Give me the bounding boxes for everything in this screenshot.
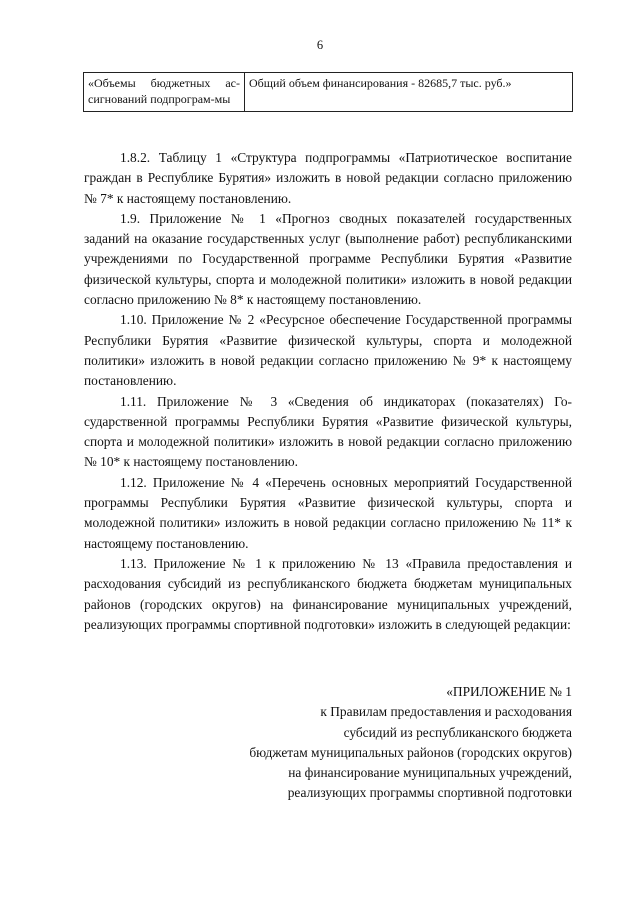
appendix-line: к Правилам предоставления и расходования bbox=[320, 704, 572, 720]
paragraph-1-12: 1.12. Приложение № 4 «Перечень основных мероприятий Государственной программы Республики Бурятия «Развитие физической культуры, спорта и молодежной политики» изложить в новой редакции согласно приложению № 11* к настоящему постановлению. bbox=[84, 474, 572, 551]
appendix-line: на финансирование муниципальных учреждений, bbox=[288, 765, 572, 781]
paragraph-1-9: 1.9. Приложение № 1 «Прогноз сводных показателей государственных заданий на оказание государственных услуг (выполнение работ) республиканскими учреждениями по Государственной программе Республики Бурятия «Развитие физической культуры, спорта и молодежной политики» изложить в новой редакции согласно приложению № 8* к настоящему постановлению. bbox=[84, 210, 572, 308]
table-row bbox=[84, 73, 573, 112]
table-value-cell: Общий объем финансирования - 82685,7 тыс. руб.» bbox=[245, 73, 573, 112]
appendix-line: «ПРИЛОЖЕНИЕ № 1 bbox=[446, 684, 572, 699]
table-label-cell: «Объемы бюджетных ас-сигнований подпрограм-мы bbox=[84, 73, 245, 112]
document-body bbox=[84, 148, 572, 635]
paragraph-1-11: 1.11. Приложение № 3 «Сведения об индикаторах (показателях) Государственной программы Республики Бурятия «Развитие физической культуры, спорта и молодежной политики» изложить в новой редакции согласно приложению № 10* к настоящему постановлению. bbox=[84, 393, 572, 470]
appendix-heading bbox=[150, 682, 572, 804]
paragraph-1-10: 1.10. Приложение № 2 «Ресурсное обеспечение Государственной программы Республики Бурятия «Развитие физической культуры, спорта и молодежной политики» изложить в новой редакции согласно приложению № 9* к настоящему постановлению. bbox=[84, 312, 572, 389]
appendix-line: бюджетам муниципальных районов (городских округов) bbox=[249, 744, 572, 760]
budget-allocation-table bbox=[83, 72, 573, 112]
paragraph-1-8-2: 1.8.2. Таблицу 1 «Структура подпрограммы «Патриотическое воспитание граждан в Республике Бурятия» изложить в новой редакции согласно приложению № 7* к настоящему постановлению. bbox=[84, 150, 572, 206]
appendix-line: реализующих программы спортивной подготовки bbox=[287, 785, 572, 801]
appendix-line: субсидий из республиканского бюджета bbox=[343, 724, 572, 740]
page-number: 6 bbox=[316, 38, 324, 52]
paragraph-1-13: 1.13. Приложение № 1 к приложению № 13 «Правила предоставления и расходования субсидий из республиканского бюджета бюджетам муниципальных районов (городских округов) на финансирование муниципальных учреждений, реализующих программы спортивной подготовки» изложить в следующей редакции: bbox=[84, 555, 572, 632]
